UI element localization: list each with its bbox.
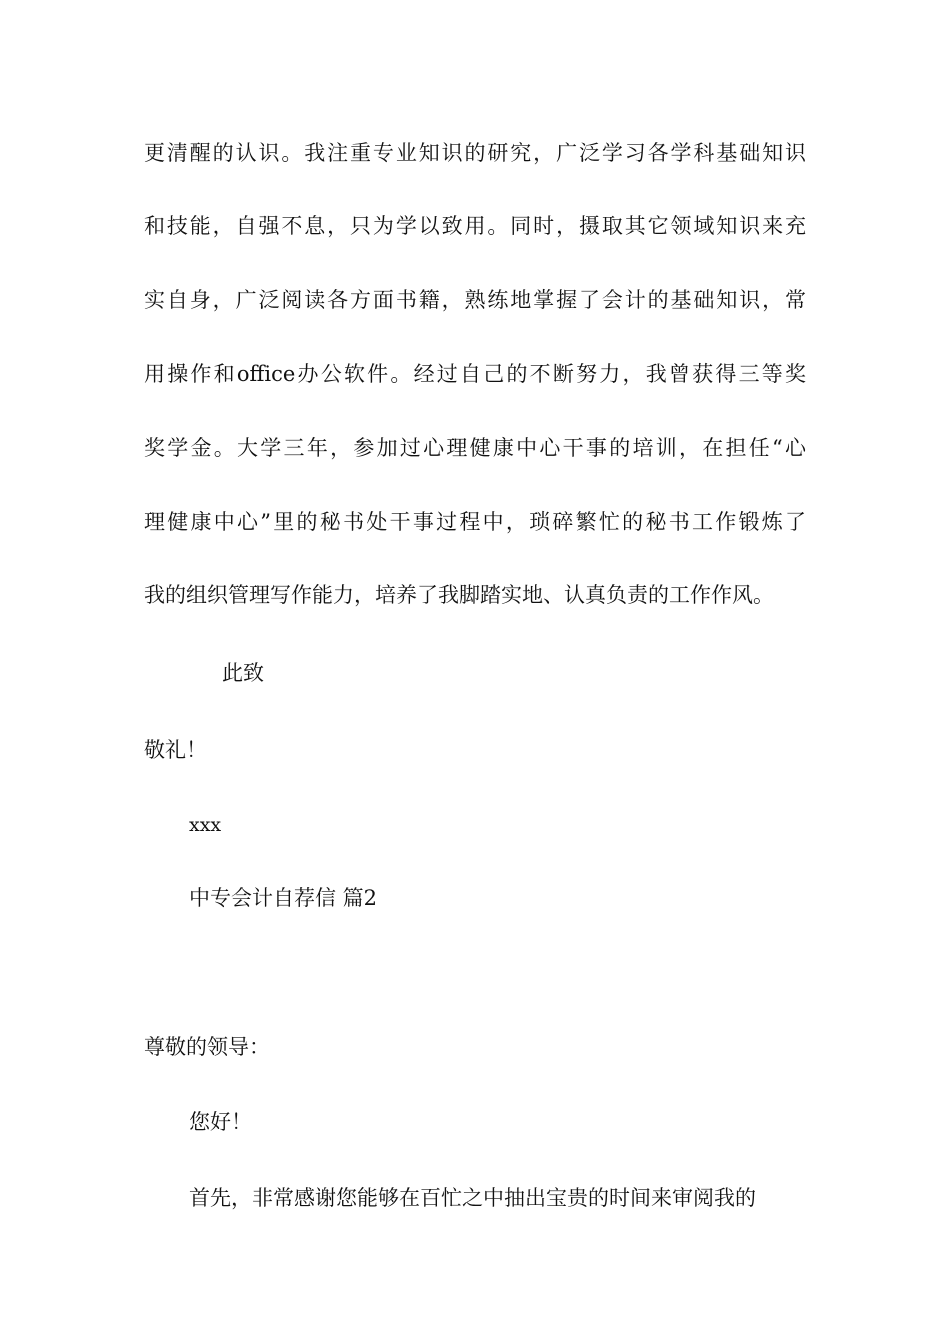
signature: xxx: [189, 814, 222, 836]
section-title: 中专会计自荐信 篇2: [189, 886, 378, 910]
text-line: 实自身，广泛阅读各方面书籍，熟练地掌握了会计的基础知识，常: [144, 288, 806, 312]
closing-salute: 敬礼！: [144, 738, 207, 762]
closing-line: 此致: [222, 661, 264, 685]
text-line: 我的组织管理写作能力，培养了我脚踏实地、认真负责的工作作风。: [144, 583, 774, 607]
text-line: 用操作和office办公软件。经过自己的不断努力，我曾获得三等奖: [144, 362, 806, 386]
text-line: 奖学金。大学三年，参加过心理健康中心干事的培训，在担任“心: [144, 436, 806, 460]
greeting: 您好！: [189, 1110, 252, 1134]
text-line: 理健康中心”里的秘书处干事过程中，琐碎繁忙的秘书工作锻炼了: [144, 510, 806, 534]
salutation: 尊敬的领导：: [144, 1035, 270, 1059]
text-line: 更清醒的认识。我注重专业知识的研究，广泛学习各学科基础知识: [144, 141, 806, 165]
text-line: 首先，非常感谢您能够在百忙之中抽出宝贵的时间来审阅我的: [189, 1186, 756, 1210]
text-line: 和技能，自强不息，只为学以致用。同时，摄取其它领域知识来充: [144, 214, 806, 238]
